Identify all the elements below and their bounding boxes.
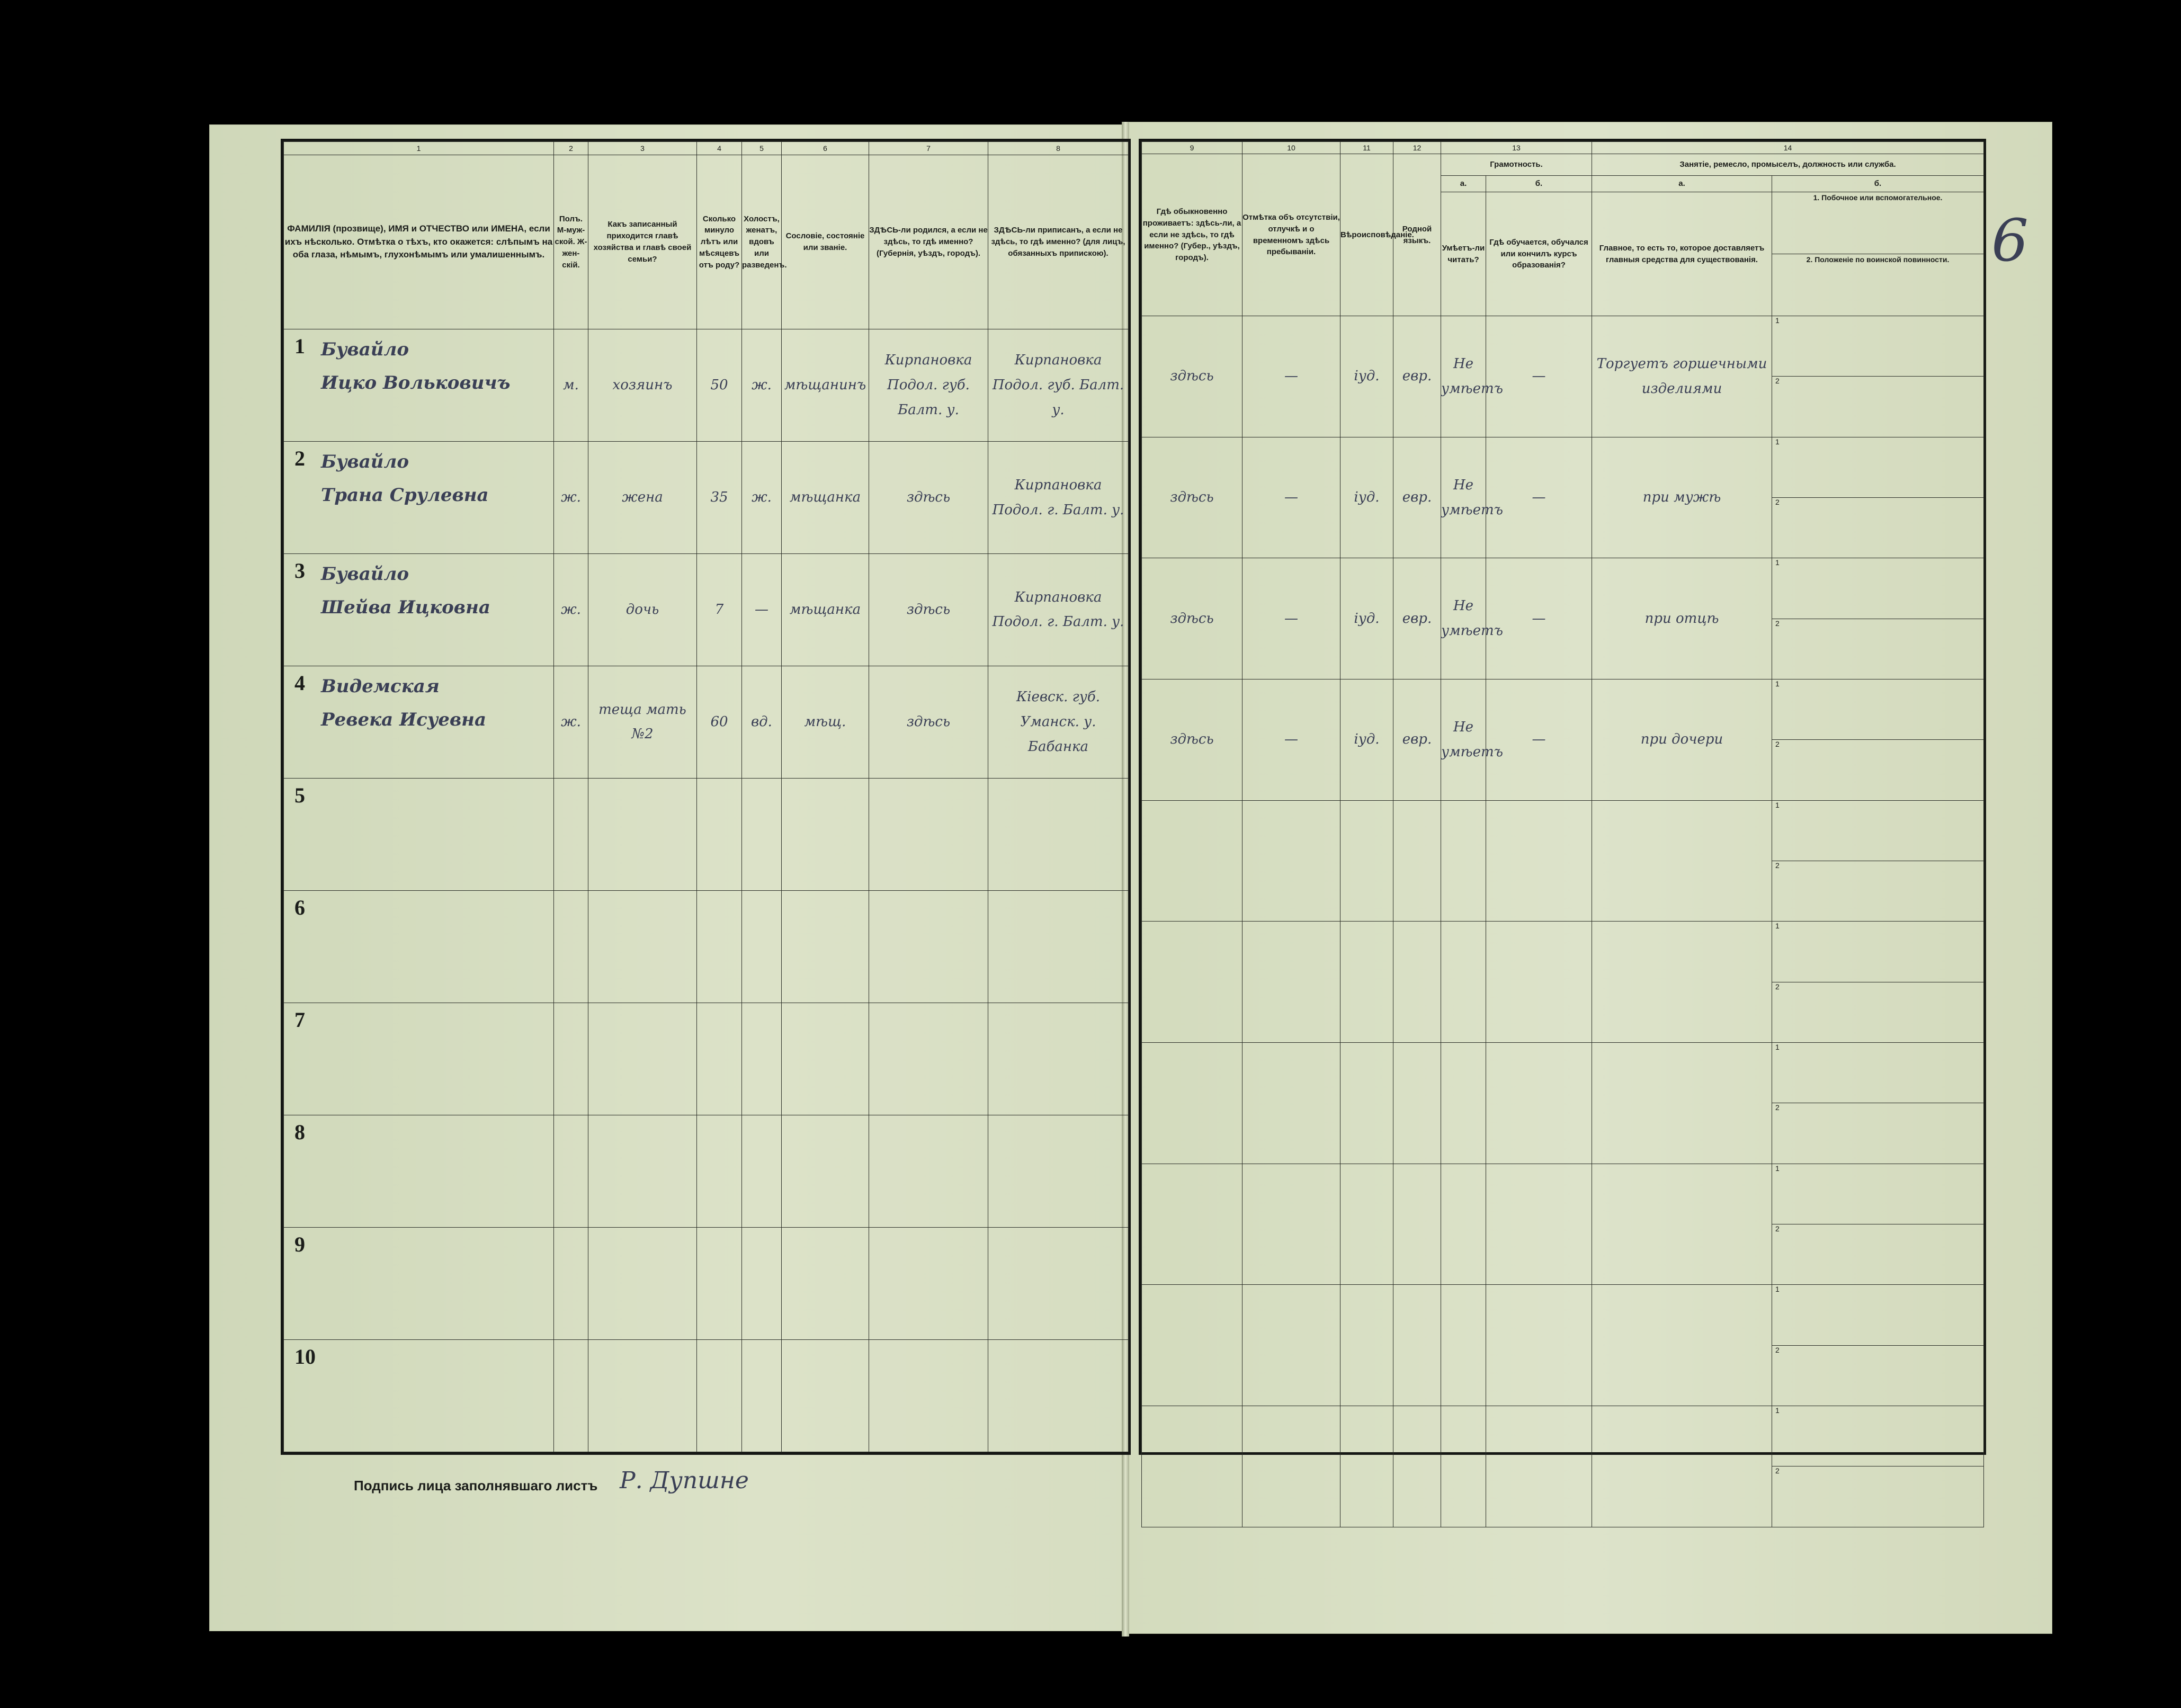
estate [782,1003,869,1115]
military-label: 2 [1775,619,1780,628]
registration: Кирпановка Подол. губ. Балт. у. [988,329,1129,442]
school [1486,1164,1592,1285]
main-occupation: при дочери [1592,679,1772,801]
col-num-7: 7 [869,142,988,155]
language [1393,1406,1441,1527]
marital-status [742,1003,782,1115]
table-row [1142,1285,1984,1406]
absence [1243,800,1340,922]
marital-status [742,778,782,890]
col-header-school: Гдѣ обучается, обучался или кончилъ курсъ образованія? [1486,192,1592,316]
row-entry [284,554,554,666]
side-occupation-label: 1 [1772,801,1983,861]
sex: ж. [554,666,588,778]
absence: — [1243,437,1340,558]
birthplace [869,1115,988,1227]
col-num-14: 14 [1592,142,1984,154]
col-header-name: ФАМИЛІЯ (прозвище), ИМЯ и ОТЧЕСТВО или ИМЕНА, если ихъ нѣсколько. Отмѣтка о тѣхъ, кто окажется: слѣпымъ на оба глаза, нѣмымъ, глухонѣмымъ или умалишеннымъ. [284,155,554,329]
school: — [1486,437,1592,558]
residence [1142,1406,1243,1527]
row-entry [284,1115,554,1227]
page-number-mark: 6 [1991,207,2028,274]
side-occupation-label: 1 [1772,679,1983,740]
birthplace [869,1227,988,1339]
marital-status [742,1339,782,1452]
birthplace [869,778,988,890]
side-occupation-label: 1 [1772,1285,1983,1345]
registration: Кирпановка Подол. г. Балт. у. [988,554,1129,666]
main-occupation [1592,922,1772,1043]
school: — [1486,316,1592,437]
sex [554,1339,588,1452]
sex [554,1227,588,1339]
row-number: 9 [294,1232,305,1256]
residence: здѣсь [1142,437,1243,558]
sex: м. [554,329,588,442]
military-label: 2 [1775,861,1780,870]
side-and-military [1772,1043,1984,1164]
side-and-military [1772,1164,1984,1285]
registration: Кіевск. губ. Уманск. у. Бабанка [988,666,1129,778]
military-label: 2 [1775,982,1780,991]
row-entry [284,1227,554,1339]
residence: здѣсь [1142,679,1243,801]
side-occupation-label: 1 [1772,922,1983,982]
col-num-5: 5 [742,142,782,155]
marital-status: ж. [742,442,782,554]
reads: Не умѣетъ [1441,437,1486,558]
row-number: 5 [294,783,305,807]
estate [782,890,869,1003]
language [1393,922,1441,1043]
school [1486,1406,1592,1527]
military-label: 2 [1775,498,1780,507]
col-num-1: 1 [284,142,554,155]
row-number: 7 [294,1007,305,1032]
main-occupation [1592,1285,1772,1406]
row-entry [284,890,554,1003]
side-occupation-label: 1 [1772,437,1983,498]
estate [782,1115,869,1227]
language: евр. [1393,679,1441,801]
table-row [284,442,1129,554]
absence: — [1243,679,1340,801]
side-and-military [1772,316,1984,437]
table-row [284,1115,1129,1227]
relation [588,1003,697,1115]
table-row [1142,316,1984,437]
col-sub-14b: б. [1772,176,1984,192]
marital-status [742,890,782,1003]
row-number: 8 [294,1120,305,1144]
table-row [1142,1406,1984,1527]
relation: жена [588,442,697,554]
table-row [284,666,1129,778]
side-and-military [1772,1406,1984,1527]
table-row [1142,1043,1984,1164]
row-entry [284,778,554,890]
side-and-military [1772,558,1984,679]
military-label: 2 [1775,1345,1780,1354]
col-header-language: Родной языкъ. [1393,154,1441,316]
col-sub-14a: а. [1592,176,1772,192]
age: 7 [697,554,742,666]
col-num-3: 3 [588,142,697,155]
row-number: 1 [294,334,305,359]
row-number: 10 [294,1344,316,1369]
language: евр. [1393,437,1441,558]
reads [1441,1285,1486,1406]
side-occupation-label: 1 [1772,558,1983,619]
main-occupation [1592,800,1772,922]
col-num-2: 2 [554,142,588,155]
relation: теща мать №2 [588,666,697,778]
birthplace [869,1339,988,1452]
school: — [1486,558,1592,679]
surname: Видемская [321,675,440,697]
table-row [1142,800,1984,922]
col-header-side [1772,192,1984,316]
col-header-occupation: Занятіе, ремесло, промыселъ, должность или служба. [1592,154,1984,176]
col-header-estate: Сословіе, состояніе или званіе. [782,155,869,329]
census-form-left [281,139,1131,1455]
row-entry [284,666,554,778]
sex [554,1003,588,1115]
side-and-military [1772,922,1984,1043]
religion [1340,1285,1393,1406]
school [1486,922,1592,1043]
relation [588,1115,697,1227]
absence [1243,1043,1340,1164]
main-occupation: Торгуетъ горшечными изделиями [1592,316,1772,437]
religion [1340,1406,1393,1527]
col-header-relation: Какъ записанный приходится главѣ хозяйства и главѣ своей семьи? [588,155,697,329]
side-and-military [1772,1285,1984,1406]
age [697,1339,742,1452]
col-num-9: 9 [1142,142,1243,154]
estate: мѣщанинъ [782,329,869,442]
main-occupation [1592,1043,1772,1164]
col-sub-13b: б. [1486,176,1592,192]
signature-value: Р. Дупшне [620,1467,749,1494]
birthplace: здѣсь [869,666,988,778]
relation [588,778,697,890]
relation [588,1227,697,1339]
side-and-military [1772,800,1984,922]
main-occupation: при отцѣ [1592,558,1772,679]
row-number: 6 [294,895,305,919]
row-entry [284,442,554,554]
side-occupation-label: 1 [1772,1043,1983,1103]
age [697,1227,742,1339]
military-label: 2 [1775,1466,1780,1476]
registration [988,778,1129,890]
table-row [284,329,1129,442]
language: евр. [1393,558,1441,679]
registration [988,890,1129,1003]
sex [554,778,588,890]
absence [1243,1164,1340,1285]
absence: — [1243,558,1340,679]
given-name: Шейва Ицковна [321,596,490,618]
residence [1142,800,1243,922]
religion [1340,800,1393,922]
census-table-left [283,141,1129,1452]
religion: іуд. [1340,316,1393,437]
birthplace: Кирпановка Подол. губ. Балт. у. [869,329,988,442]
marital-status: вд. [742,666,782,778]
col-header-literacy: Грамотность. [1441,154,1592,176]
main-occupation [1592,1406,1772,1527]
table-row [1142,922,1984,1043]
given-name: Ревека Исуевна [321,709,486,730]
col-header-residence: Гдѣ обыкновенно проживаетъ: здѣсь-ли, а если не здѣсь, то гдѣ именно? (Губер., уѣздъ, городъ). [1142,154,1243,316]
surname: Бувайло [321,564,409,585]
col-header-registration: ЗДѢСЬ-ли приписанъ, а если не здѣсь, то гдѣ именно? (для лицъ, обязанныхъ припискою). [988,155,1129,329]
religion: іуд. [1340,558,1393,679]
col-header-sex: Полъ. М-муж-ской. Ж-жен-скій. [554,155,588,329]
estate: мѣщанка [782,554,869,666]
row-number: 4 [294,670,305,695]
reads [1441,1043,1486,1164]
school: — [1486,679,1592,801]
relation [588,1339,697,1452]
religion [1340,1164,1393,1285]
given-name: Ицко Вольковичъ [321,372,511,394]
registration [988,1339,1129,1452]
row-number: 3 [294,559,305,583]
marital-status: ж. [742,329,782,442]
relation: хозяинъ [588,329,697,442]
birthplace: здѣсь [869,442,988,554]
table-row [284,778,1129,890]
school [1486,1043,1592,1164]
col-num-8: 8 [988,142,1129,155]
military-label: 2 [1775,1224,1780,1233]
reads: Не умѣетъ [1441,558,1486,679]
main-occupation: при мужѣ [1592,437,1772,558]
language [1393,1164,1441,1285]
military-label: 2 [1775,740,1780,749]
signature-label: Подпись лица заполнявшаго листъ [354,1478,598,1494]
sex [554,1115,588,1227]
age: 35 [697,442,742,554]
table-row [284,890,1129,1003]
age [697,1115,742,1227]
surname: Бувайло [321,339,409,361]
table-row [1142,558,1984,679]
table-row [284,1003,1129,1115]
col-num-6: 6 [782,142,869,155]
registration [988,1003,1129,1115]
estate [782,1339,869,1452]
side-occupation-label: 1 [1772,1164,1983,1224]
census-table-right [1141,141,1984,1527]
col-num-4: 4 [697,142,742,155]
relation [588,890,697,1003]
age: 60 [697,666,742,778]
sex: ж. [554,442,588,554]
reads [1441,1406,1486,1527]
age [697,890,742,1003]
language: евр. [1393,316,1441,437]
table-row [1142,679,1984,801]
military-label: 2 [1775,377,1780,386]
side-and-military [1772,437,1984,558]
registration [988,1227,1129,1339]
marital-status [742,1227,782,1339]
residence [1142,1285,1243,1406]
census-form-right [1139,139,1986,1476]
table-row [1142,437,1984,558]
table-row [284,1339,1129,1452]
birthplace [869,1003,988,1115]
birthplace: здѣсь [869,554,988,666]
surname: Бувайло [321,451,409,473]
row-entry [284,1003,554,1115]
absence [1243,922,1340,1043]
side-occupation-label: 1 [1772,316,1983,377]
col-header-main-occupation: Главное, то есть то, которое доставляетъ главныя средства для существованія. [1592,192,1772,316]
age [697,778,742,890]
sex [554,890,588,1003]
language [1393,1043,1441,1164]
side-occupation-label: 1 [1772,1406,1983,1466]
school [1486,800,1592,922]
language [1393,1285,1441,1406]
registration [988,1115,1129,1227]
table-row [1142,1164,1984,1285]
col-header-absence: Отмѣтка объ отсутствіи, отлучкѣ и о временномъ здѣсь пребываніи. [1243,154,1340,316]
reads [1441,922,1486,1043]
religion [1340,1043,1393,1164]
residence: здѣсь [1142,316,1243,437]
reads [1441,1164,1486,1285]
row-entry [284,329,554,442]
estate [782,778,869,890]
col-header-birthplace: ЗДѢСЬ-ли родился, а если не здѣсь, то гдѣ именно? (Губернія, уѣздъ, городъ). [869,155,988,329]
given-name: Трана Срулевна [321,484,489,506]
marital-status: — [742,554,782,666]
col-header-reads: Умѣетъ-ли читать? [1441,192,1486,316]
residence [1142,1164,1243,1285]
main-occupation [1592,1164,1772,1285]
absence [1243,1406,1340,1527]
sex: ж. [554,554,588,666]
religion: іуд. [1340,679,1393,801]
reads: Не умѣетъ [1441,679,1486,801]
side-and-military [1772,679,1984,801]
religion: іуд. [1340,437,1393,558]
military-label: 2 [1775,1103,1780,1112]
col-header-religion: Вѣроисповѣданіе. [1340,154,1393,316]
table-row [284,554,1129,666]
col-num-12: 12 [1393,142,1441,154]
age [697,1003,742,1115]
religion [1340,922,1393,1043]
table-row [284,1227,1129,1339]
estate: мѣщ. [782,666,869,778]
reads [1441,800,1486,922]
birthplace [869,890,988,1003]
absence [1243,1285,1340,1406]
estate [782,1227,869,1339]
estate: мѣщанка [782,442,869,554]
col-num-10: 10 [1243,142,1340,154]
residence [1142,1043,1243,1164]
col-header-age: Сколько минуло лѣтъ или мѣсяцевъ отъ роду? [697,155,742,329]
registration: Кирпановка Подол. г. Балт. у. [988,442,1129,554]
row-entry [284,1339,554,1452]
col-num-13: 13 [1441,142,1592,154]
col-header-side-occupation: 1. Побочное или вспомогательное. [1772,192,1983,254]
relation: дочь [588,554,697,666]
reads: Не умѣетъ [1441,316,1486,437]
residence: здѣсь [1142,558,1243,679]
age: 50 [697,329,742,442]
col-sub-13a: а. [1441,176,1486,192]
col-num-11: 11 [1340,142,1393,154]
absence: — [1243,316,1340,437]
marital-status [742,1115,782,1227]
school [1486,1285,1592,1406]
col-header-marital: Холостъ, женатъ, вдовъ или разведенъ. [742,155,782,329]
col-header-military: 2. Положеніе по воинской повинности. [1806,255,1950,264]
row-number: 2 [294,446,305,471]
residence [1142,922,1243,1043]
language [1393,800,1441,922]
